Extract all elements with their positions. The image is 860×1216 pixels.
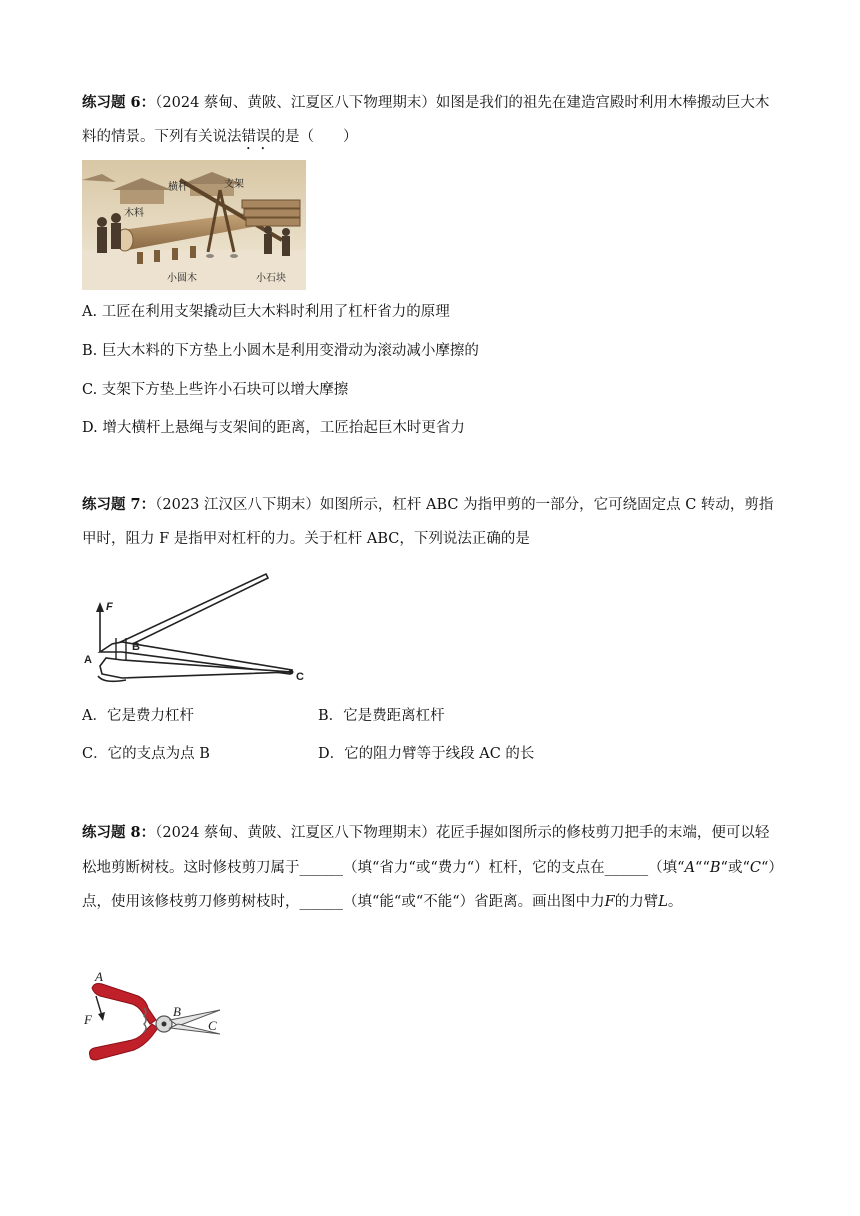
question-7-text: （2023 江汉区八下期末）如图所示，杠杆 ABC 为指甲剪的一部分，它可绕固定点 C 转动，剪指甲时，阻力 F 是指甲对杠杆的力。关于杠杆 ABC，下列说法正确的是	[82, 497, 774, 547]
label-f: F	[84, 1012, 92, 1027]
question-8-text-5: 的力臂	[614, 894, 659, 910]
label-small-log: 小圆木	[167, 273, 197, 284]
q6-option-c: C. 支架下方垫上些许小石块可以增大摩擦	[82, 382, 349, 398]
label-beam: 横杆	[168, 182, 188, 193]
label-b: B	[132, 641, 140, 653]
label-wood: 木料	[124, 208, 144, 219]
question-7	[82, 488, 782, 556]
label-stones: 小石块	[256, 273, 286, 284]
label-a: A	[84, 654, 92, 666]
label-support: 支架	[224, 179, 244, 190]
question-8-label: 练习题 8：	[82, 824, 156, 841]
question-6-text: （2024 蔡甸、黄陂、江夏区八下物理期末）如图是我们的祖先在建造宫殿时利用木棒搬动巨大木料的情景。下列有关说法	[82, 95, 770, 145]
pruning-shears-diagram	[82, 966, 227, 1066]
q7-option-b: B．它是费距离杠杆	[318, 708, 445, 724]
question-8-point-b: B	[709, 859, 721, 876]
question-8-force-f: F	[604, 894, 615, 910]
label-f: F	[106, 601, 113, 613]
question-8-text-3: “或“	[720, 859, 750, 876]
question-6-label: 练习题 6：	[82, 94, 156, 111]
q7-option-d: D．它的阻力臂等于线段 AC 的长	[318, 746, 535, 762]
q6-option-b: B. 巨大木料的下方垫上小圆木是利用变滑动为滚动减小摩擦的	[82, 343, 479, 359]
q6-option-a: A. 工匠在利用支架撬动巨大木料时利用了杠杆省力的原理	[82, 304, 450, 320]
q7-option-a: A．它是费力杠杆	[82, 708, 194, 724]
question-8-text-4: “）点，使用该修枝剪刀修剪树枝时，______（填“能“或“不能“）省距离。画出图中力	[82, 859, 776, 910]
question-8-text-6: 。	[667, 894, 683, 910]
label-b: B	[173, 1004, 181, 1019]
question-8-text-1: （2024 蔡甸、黄陂、江夏区八下物理期末）花匠手握如图所示的修枝剪刀把手的末端，便可以轻松地剪断树枝。这时修枝剪刀属于______（填“省力“或“费力“）杠杆，它的支点在______（填“	[82, 825, 770, 876]
question-8-text-2: ““	[695, 859, 710, 876]
q6-option-d: D. 增大横杆上悬绳与支架间的距离，工匠抬起巨木时更省力	[82, 420, 465, 436]
q7-option-c: C．它的支点为点 B	[82, 746, 210, 762]
label-c: C	[208, 1018, 217, 1033]
label-a: A	[95, 969, 103, 984]
construction-illustration	[82, 160, 306, 290]
question-8-arm-l: L	[658, 894, 668, 910]
question-6	[82, 86, 782, 154]
nail-clipper-diagram	[82, 566, 312, 691]
question-7-label: 练习题 7：	[82, 496, 156, 513]
question-8	[82, 816, 782, 920]
question-6-emphasis: 错误	[241, 129, 271, 145]
question-6-text-tail: 的是（ ）	[270, 129, 358, 145]
label-c: C	[296, 671, 304, 683]
question-8-point-a: A	[684, 859, 696, 876]
question-8-point-c: C	[749, 859, 761, 876]
